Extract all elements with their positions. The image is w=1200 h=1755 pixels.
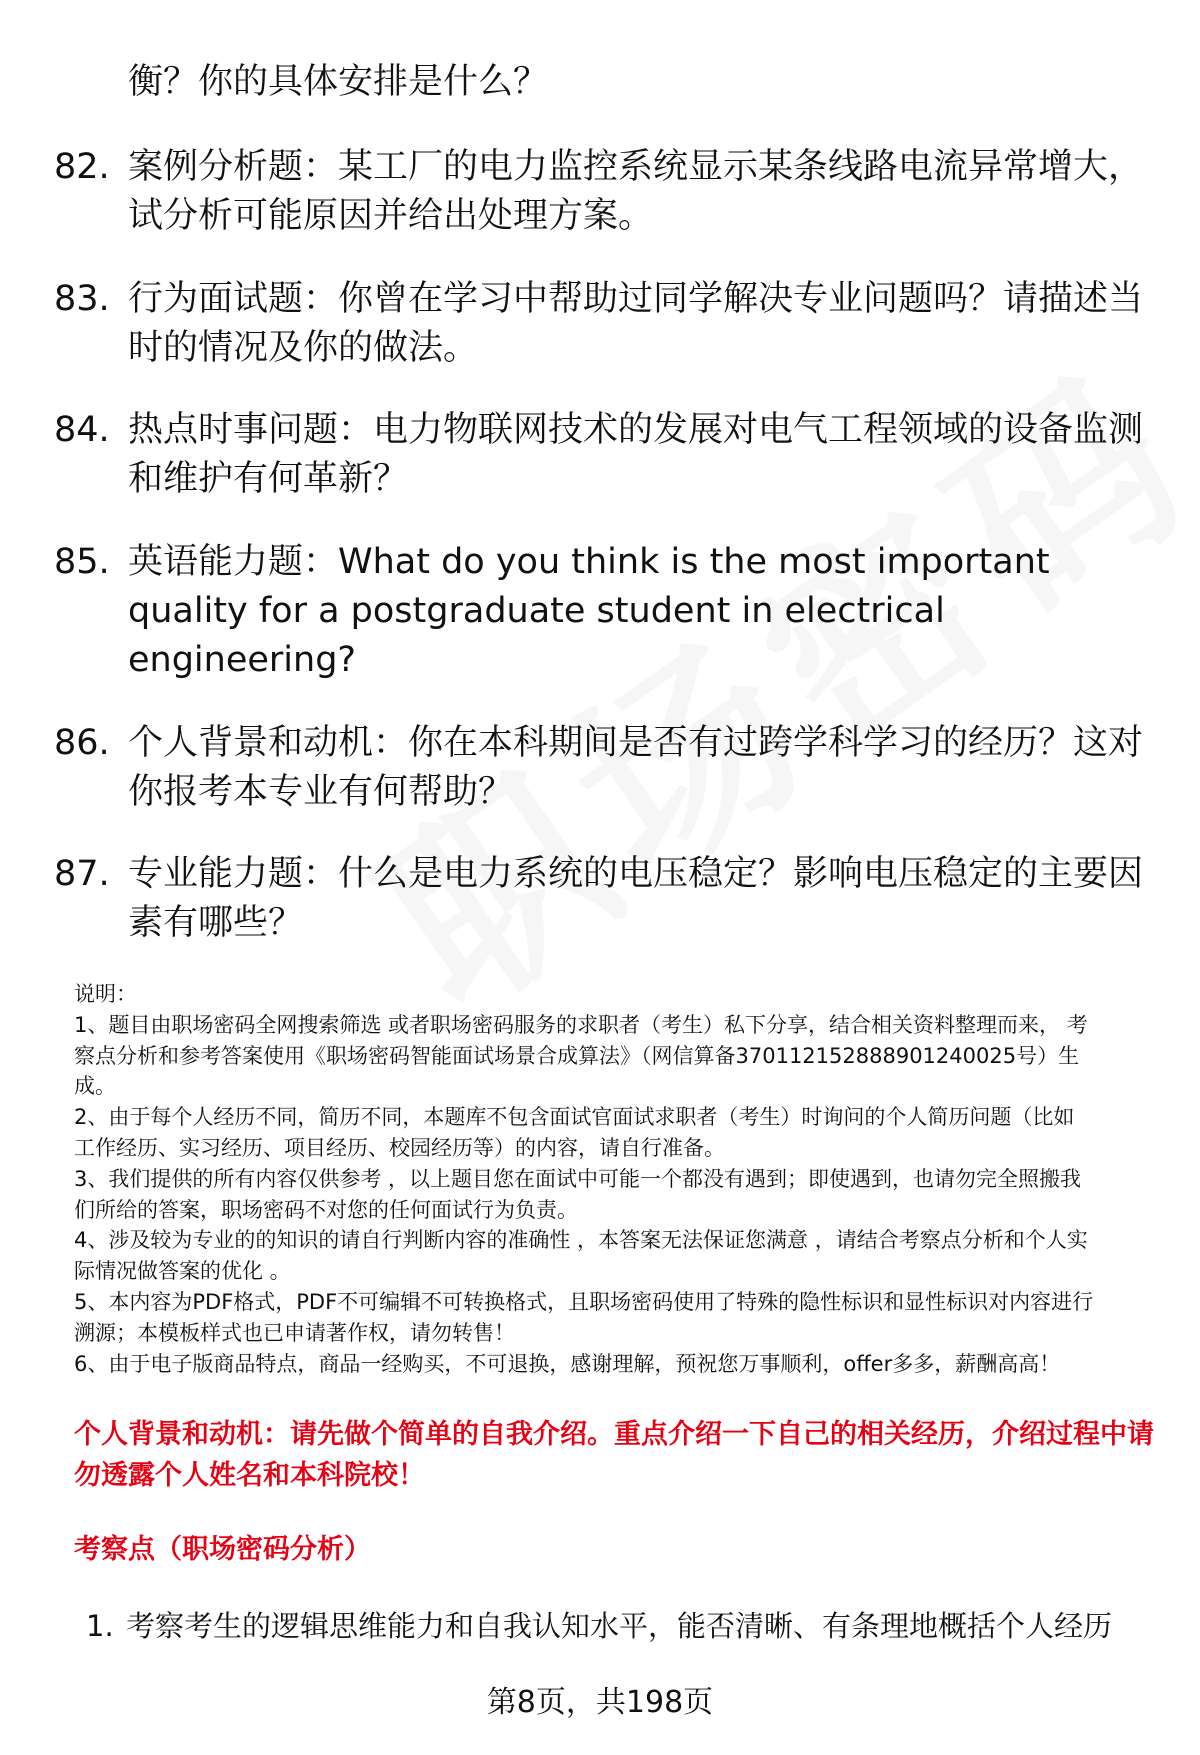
- question-number: 86.: [54, 723, 110, 763]
- analysis-point-text: 考察考生的逻辑思维能力和自我认知水平，能否清晰、有条理地概括个人经历: [126, 1609, 1113, 1643]
- question-item: [48, 58, 1158, 107]
- question-number: 83.: [54, 279, 110, 319]
- question-text: 案例分析题：某工厂的电力监控系统显示某条线路电流异常增大，试分析可能原因并给出处理方案。: [128, 147, 1144, 236]
- notes-line: 5、本内容为PDF格式，PDF不可编辑不可转换格式，且职场密码使用了特殊的隐性标识和显性标识对内容进行: [74, 1289, 1094, 1314]
- question-number: 84.: [54, 410, 110, 450]
- notes-line: 2、由于每个人经历不同，简历不同，本题库不包含面试官面试求职者（考生）时询问的个人简历问题（比如: [74, 1105, 1075, 1130]
- question-text: 个人背景和动机：你在本科期间是否有过跨学科学习的经历？这对你报考本专业有何帮助？: [128, 723, 1144, 812]
- question-item: [48, 850, 1158, 948]
- notes-line: 溯源；本模板样式也已申请著作权，请勿转售！: [74, 1320, 515, 1345]
- notes-section: [74, 979, 1154, 1379]
- notes-line: 察点分析和参考答案使用《职场密码智能面试场景合成算法》（网信算备370112152888901240025号）生: [74, 1043, 1080, 1068]
- question-item: [48, 538, 1158, 685]
- question-number: 87.: [54, 854, 110, 894]
- question-text: 专业能力题：什么是电力系统的电压稳定？影响电压稳定的主要因素有哪些？: [128, 854, 1144, 943]
- notes-line: 际情况做答案的优化 。: [74, 1259, 291, 1284]
- analysis-heading: 考察点（职场密码分析）: [74, 1534, 371, 1565]
- analysis-point-number: 1.: [86, 1609, 114, 1643]
- question-item: [48, 275, 1158, 373]
- question-text: 衡？你的具体安排是什么？: [128, 62, 549, 102]
- question-heading: 个人背景和动机：请先做个简单的自我介绍。重点介绍一下自己的相关经历，介绍过程中请勿透露个人姓名和本科院校！: [74, 1419, 1154, 1491]
- question-text: 英语能力题：What do you think is the most important quality for a postgraduate student in electrical engineering?: [128, 542, 1050, 680]
- question-item: [48, 406, 1158, 504]
- notes-line: 们所给的答案，职场密码不对您的任何面试行为负责。: [74, 1197, 578, 1222]
- notes-title: 说明：: [74, 982, 137, 1006]
- notes-line: 6、由于电子版商品特点，商品一经购买，不可退换，感谢理解，预祝您万事顺利，offer多多，薪酬高高！: [74, 1351, 1061, 1376]
- notes-line: 工作经历、实习经历、项目经历、校园经历等）的内容，请自行准备。: [74, 1135, 725, 1160]
- question-item: [48, 719, 1158, 817]
- question-number: 82.: [54, 147, 110, 187]
- question-number: 85.: [54, 542, 110, 582]
- notes-line: 3、我们提供的所有内容仅供参考 ，以上题目您在面试中可能一个都没有遇到；即使遇到，也请勿完全照搬我: [74, 1166, 1082, 1191]
- notes-line: 1、题目由职场密码全网搜索筛选 或者职场密码服务的求职者（考生）私下分享，结合相关资料整理而来， 考: [74, 1012, 1088, 1037]
- notes-line: 4、涉及较为专业的的知识的请自行判断内容的准确性 ，本答案无法保证您满意 ，请结合考察点分析和个人实: [74, 1228, 1088, 1253]
- notes-line: 成。: [74, 1074, 116, 1099]
- question-text: 热点时事问题：电力物联网技术的发展对电气工程领域的设备监测和维护有何革新？: [128, 410, 1144, 499]
- page-footer: 第8页，共198页: [486, 1685, 714, 1720]
- question-item: [48, 143, 1158, 241]
- question-text: 行为面试题：你曾在学习中帮助过同学解决专业问题吗？请描述当时的情况及你的做法。: [128, 279, 1144, 368]
